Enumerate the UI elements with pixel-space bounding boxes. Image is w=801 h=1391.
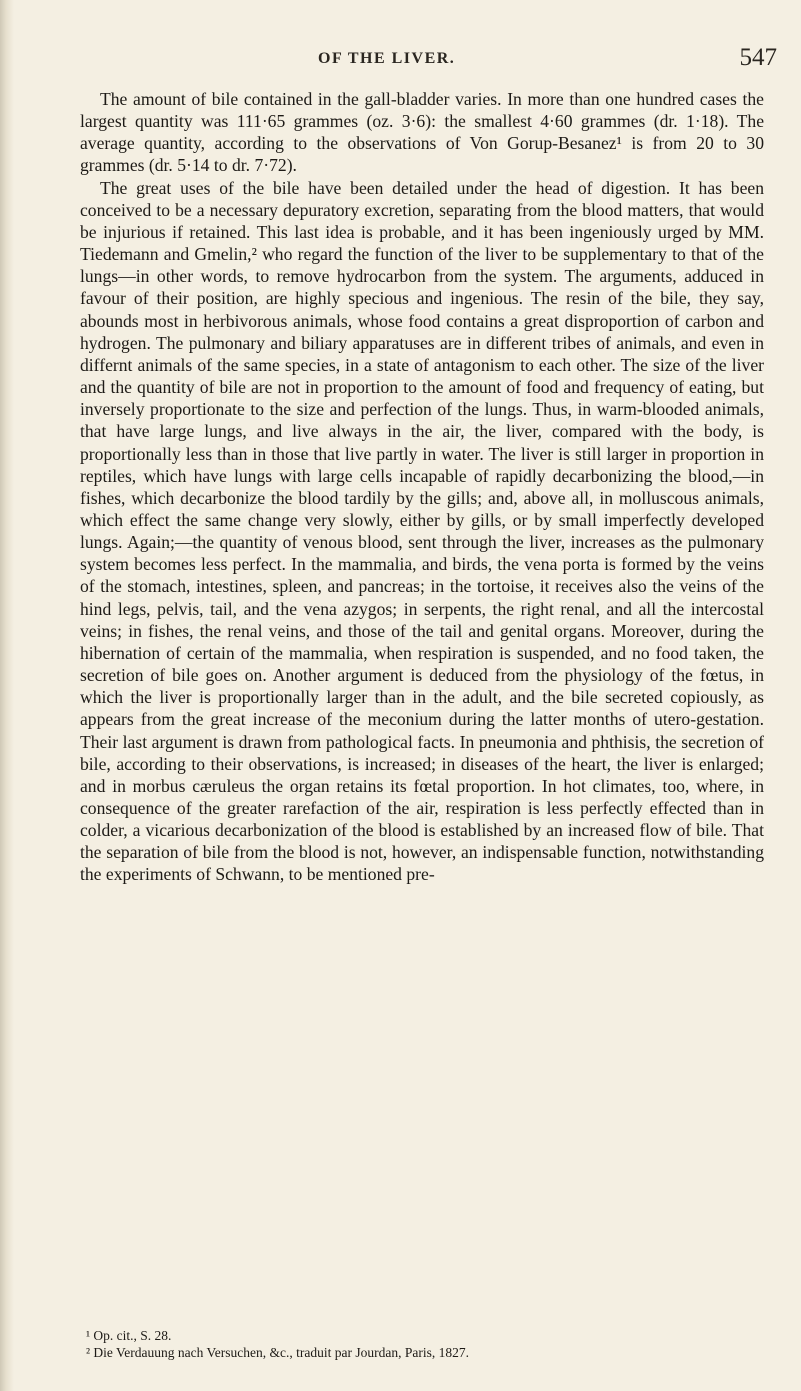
footnotes (80, 1327, 764, 1361)
footnote-1: ¹ Op. cit., S. 28. (86, 1328, 172, 1343)
paragraph-bile-quantity: The amount of bile contained in the gall-bladder varies. In more than one hundred cases the largest quantity was 111·65 grammes (oz. 3·6): the smallest 4·60 grammes (dr. 1·18). The average quantity, according to the observations of Von Gorup-Besanez¹ is from 20 to 30 grammes (dr. 5·14 to dr. 7·72). (80, 89, 764, 176)
paragraph-uses-of-bile: The great uses of the bile have been detailed under the head of digestion. It has been conceived to be a necessary depuratory excretion, separating from the blood matters, that would be injurious if retained. This last idea is probable, and it has been ingeniously urged by MM. Tiedemann and Gmelin,² who regard the function of the liver to be supplementary to that of the lungs—in other words, to remove hydrocarbon from the system. The arguments, adduced in favour of their position, are highly specious and ingenious. The resin of the bile, they say, abounds most in herbivorous animals, whose food contains a great disproportion of carbon and hydrogen. The pulmonary and biliary apparatuses are in different tribes of animals, and even in differnt animals of the same species, in a state of antagonism to each other. The size of the liver and the quantity of bile are not in proportion to the amount of food and frequency of eating, but inversely proportionate to the size and perfection of the lungs. Thus, in warm-blooded animals, that have large lungs, and live always in the air, the liver, compared with the body, is proportionally less than in those that live partly in water. The liver is still larger in proportion in reptiles, which have lungs with large cells incapable of rapidly decarbonizing the blood,—in fishes, which decarbonize the blood tardily by the gills; and, above all, in molluscous animals, which effect the same change very slowly, either by gills, or by small imperfectly developed lungs. Again;—the quantity of venous blood, sent through the liver, increases as the pulmonary system becomes less perfect. In the mammalia, and birds, the vena porta is formed by the veins of the stomach, intestines, spleen, and pancreas; in the tortoise, it receives also the veins of the hind legs, pelvis, tail, and the vena azygos; in serpents, the right renal, and all the intercostal veins; in fishes, the renal veins, and those of the tail and genital organs. Moreover, during the hibernation of certain of the mammalia, when respiration is suspended, and no food taken, the secretion of bile goes on. Another argument is deduced from the physiology of the fœtus, in which the liver is proportionally larger than in the adult, and the bile secreted copiously, as appears from the great increase of the meconium during the latter months of utero-gestation. Their last argument is drawn from pathological facts. In pneumonia and phthisis, the secretion of bile, according to their observations, is increased; in diseases of the heart, the liver is enlarged; and in morbus cæruleus the organ retains its fœtal proportion. In hot climates, too, where, in consequence of the greater rarefaction of the air, respiration is less perfectly effected than in colder, a vicarious decarbonization of the blood is established by an increased flow of bile. That the separation of bile from the blood is not, however, an indispensable function, notwithstanding the experiments of Schwann, to be mentioned pre- (80, 177, 764, 885)
running-title: OF THE LIVER. (318, 50, 456, 67)
body-text (80, 88, 764, 886)
footnote-2: ² Die Verdauung nach Versuchen, &c., traduit par Jourdan, Paris, 1827. (86, 1345, 469, 1360)
page-number: 547 (739, 44, 777, 71)
page-gutter-shadow (0, 0, 14, 1391)
page-header (0, 44, 801, 74)
